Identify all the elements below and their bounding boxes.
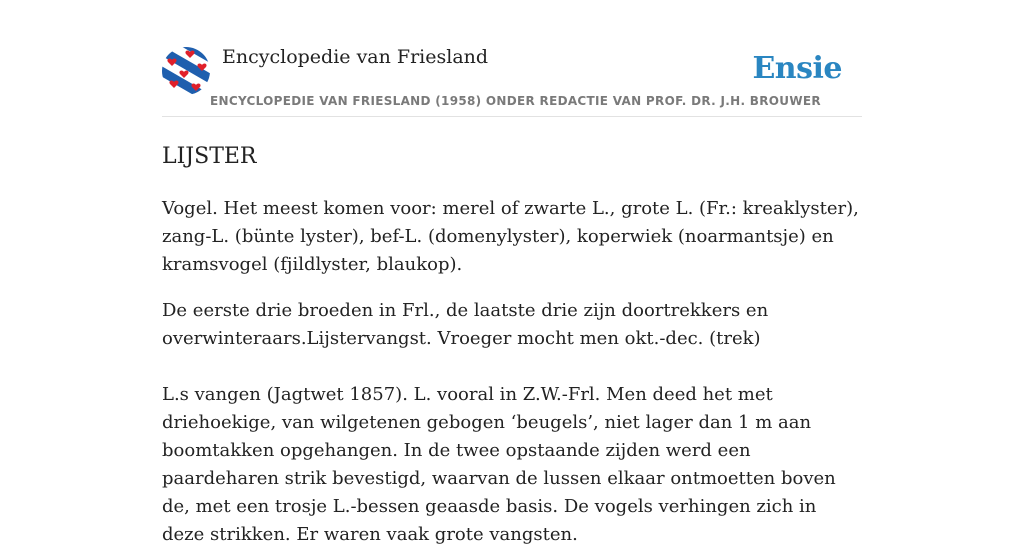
- brand-logo-text[interactable]: Ensie: [752, 51, 842, 86]
- friesland-flag-logo-icon[interactable]: [162, 47, 210, 95]
- article-paragraph: L.s vangen (Jagtwet 1857). L. vooral in Z.W.-Frl. Men deed het met driehoekige, van wilgetenen gebogen ‘beugels’, niet lager dan 1 m aan boomtakken opgehangen. In de twee opstaande zijden werd een paardeharen strik bevestigd, waarvan de lussen elkaar ontmoetten boven de, met een trosje L.-bessen geaasde basis. De vogels verhingen zich in deze strikken. Er waren vaak grote vangsten.: [162, 384, 836, 545]
- article-title: LIJSTER: [162, 144, 257, 169]
- article-paragraph: Vogel. Het meest komen voor: merel of zwarte L., grote L. (Fr.: kreaklyster), zang-L. (bünte lyster), bef-L. (domenylyster), koperwiek (noarmantsje) en kramsvogel (fjildlyster, blaukop).: [162, 198, 859, 275]
- encyclopedia-subtitle: ENCYCLOPEDIE VAN FRIESLAND (1958) ONDER REDACTIE VAN PROF. DR. J.H. BROUWER: [210, 94, 821, 108]
- site-header: [162, 0, 862, 117]
- site-title[interactable]: Encyclopedie van Friesland: [222, 46, 489, 68]
- page: [162, 0, 862, 549]
- article-paragraph: De eerste drie broeden in Frl., de laatste drie zijn doortrekkers en overwinteraars.Lijstervangst. Vroeger mocht men okt.-dec. (trek): [162, 300, 769, 349]
